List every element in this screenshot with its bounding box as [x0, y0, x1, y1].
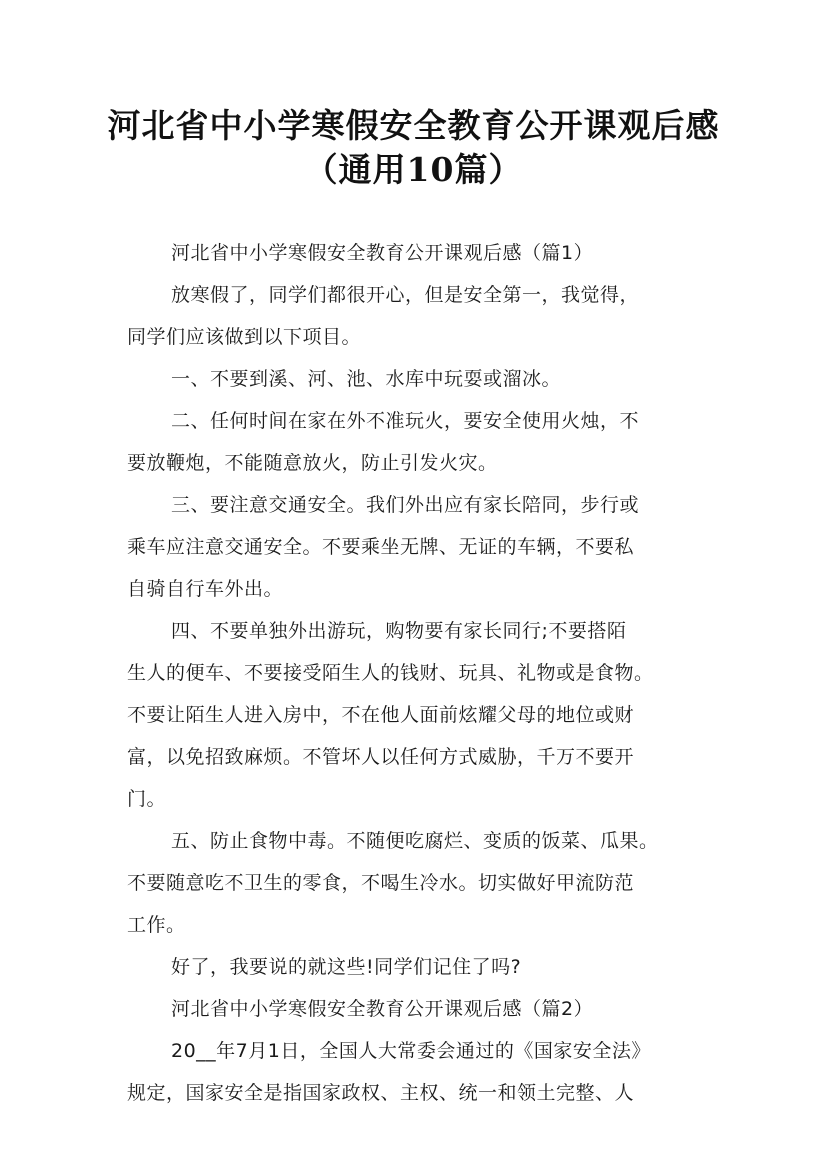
body-line: 放寒假了，同学们都很开心，但是安全第一，我觉得，: [171, 284, 640, 306]
body-line: 乘车应注意交通安全。不要乘坐无牌、无证的车辆，不要私: [127, 536, 635, 558]
body-line: 五、防止食物中毒。不随便吃腐烂、变质的饭菜、瓜果。: [171, 830, 659, 852]
body-line: 富，以免招致麻烦。不管坏人以任何方式威胁，千万不要开: [127, 746, 635, 768]
body-line: 好了，我要说的就这些!同学们记住了吗?: [171, 956, 522, 978]
body-line: 一、不要到溪、河、池、水库中玩耍或溜冰。: [171, 368, 562, 390]
body-line: 生人的便车、不要接受陌生人的钱财、玩具、礼物或是食物。: [127, 662, 654, 684]
body-line: 自骑自行车外出。: [127, 578, 284, 600]
body-line: 要放鞭炮，不能随意放火，防止引发火灾。: [127, 452, 498, 474]
body-line: 四、不要单独外出游玩，购物要有家长同行;不要搭陌: [171, 620, 627, 642]
body-line: 河北省中小学寒假安全教育公开课观后感（篇2）: [171, 998, 594, 1020]
body-line: 不要让陌生人进入房中，不在他人面前炫耀父母的地位或财: [127, 704, 635, 726]
document-title: 河北省中小学寒假安全教育公开课观后感: [107, 106, 720, 145]
body-line: 河北省中小学寒假安全教育公开课观后感（篇1）: [171, 242, 594, 264]
body-line: 二、任何时间在家在外不准玩火，要安全使用火烛，不: [171, 410, 640, 432]
body-line: 门。: [127, 788, 167, 810]
body-line: 不要随意吃不卫生的零食，不喝生冷水。切实做好甲流防范: [127, 872, 635, 894]
body-line: 规定，国家安全是指国家政权、主权、统一和领土完整、人: [127, 1082, 635, 1104]
body-line: 同学们应该做到以下项目。: [127, 326, 362, 348]
body-line: 三、要注意交通安全。我们外出应有家长陪同，步行或: [171, 494, 640, 516]
document-subtitle: （通用10篇）: [304, 150, 523, 189]
body-line: 工作。: [127, 914, 186, 936]
body-line: 20__年7月1日，全国人大常委会通过的《国家安全法》: [171, 1040, 651, 1062]
